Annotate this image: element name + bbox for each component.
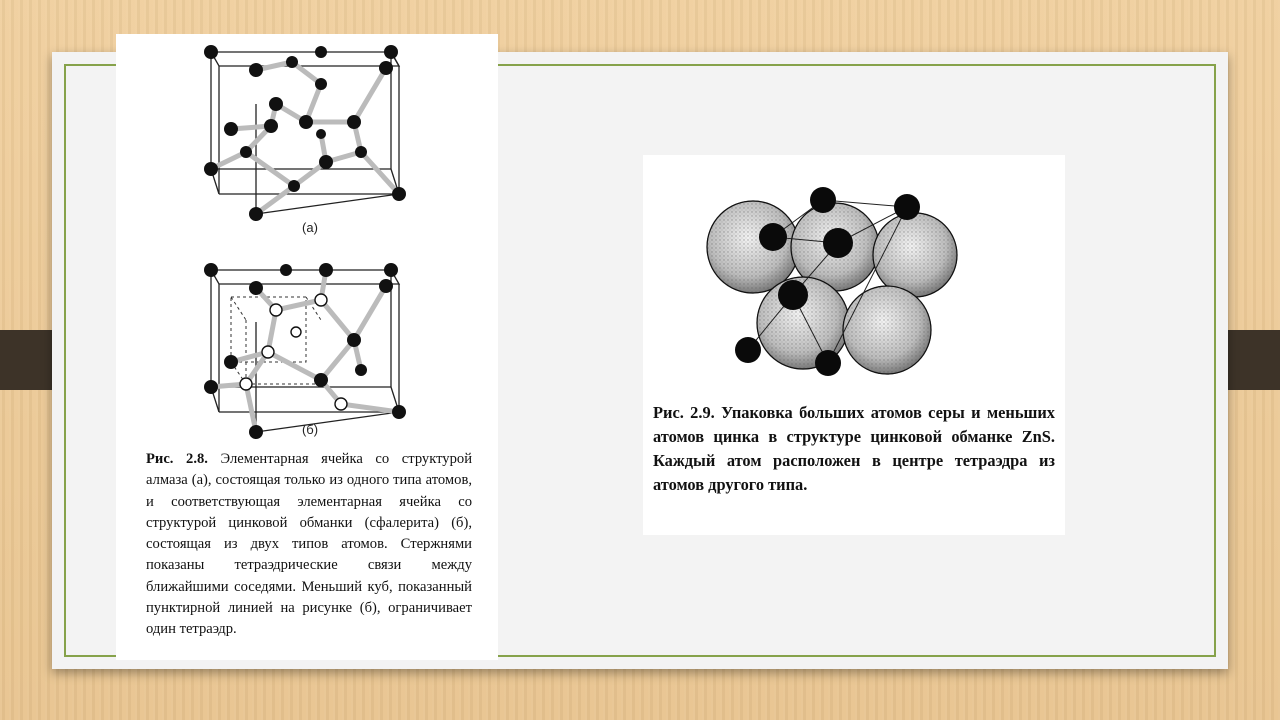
- figure-2-8a-label: (а): [302, 220, 318, 235]
- figure-2-8-caption-text: Элементарная ячейка со структурой алмаза (а), состоящая только из одного типа атомов, и соответствующая элементарная ячейка со структурой цинковой обманки (сфалерита) (б), состоящая из двух типов атомов. Стержнями показаны тетраэдрические связи между ближайшими соседями. Меньший куб, показанный пунктирной линией на рисунке (б), ограничивает один тетраэдр.: [146, 451, 473, 638]
- zns-packing-diagram: [643, 155, 1065, 395]
- diamond-unit-cell-diagram: [116, 34, 498, 234]
- figure-2-8-caption-number: Рис. 2.8.: [146, 451, 208, 467]
- figure-2-8b-label: (б): [301, 422, 319, 437]
- figure-2-9-caption-text: Упаковка больших атомов серы и меньших атомов цинка в структуре цинковой обманке ZnS. Каждый атом расположен в центре тетраэдра из атомов другого типа.: [653, 403, 1055, 494]
- figure-2-9-panel: [643, 155, 1065, 535]
- figure-2-9-caption: [653, 401, 1055, 497]
- figure-2-8-panel: [116, 34, 498, 660]
- figure-2-9-caption-number: Рис. 2.9.: [653, 403, 715, 422]
- figure-2-8-caption: [146, 449, 472, 641]
